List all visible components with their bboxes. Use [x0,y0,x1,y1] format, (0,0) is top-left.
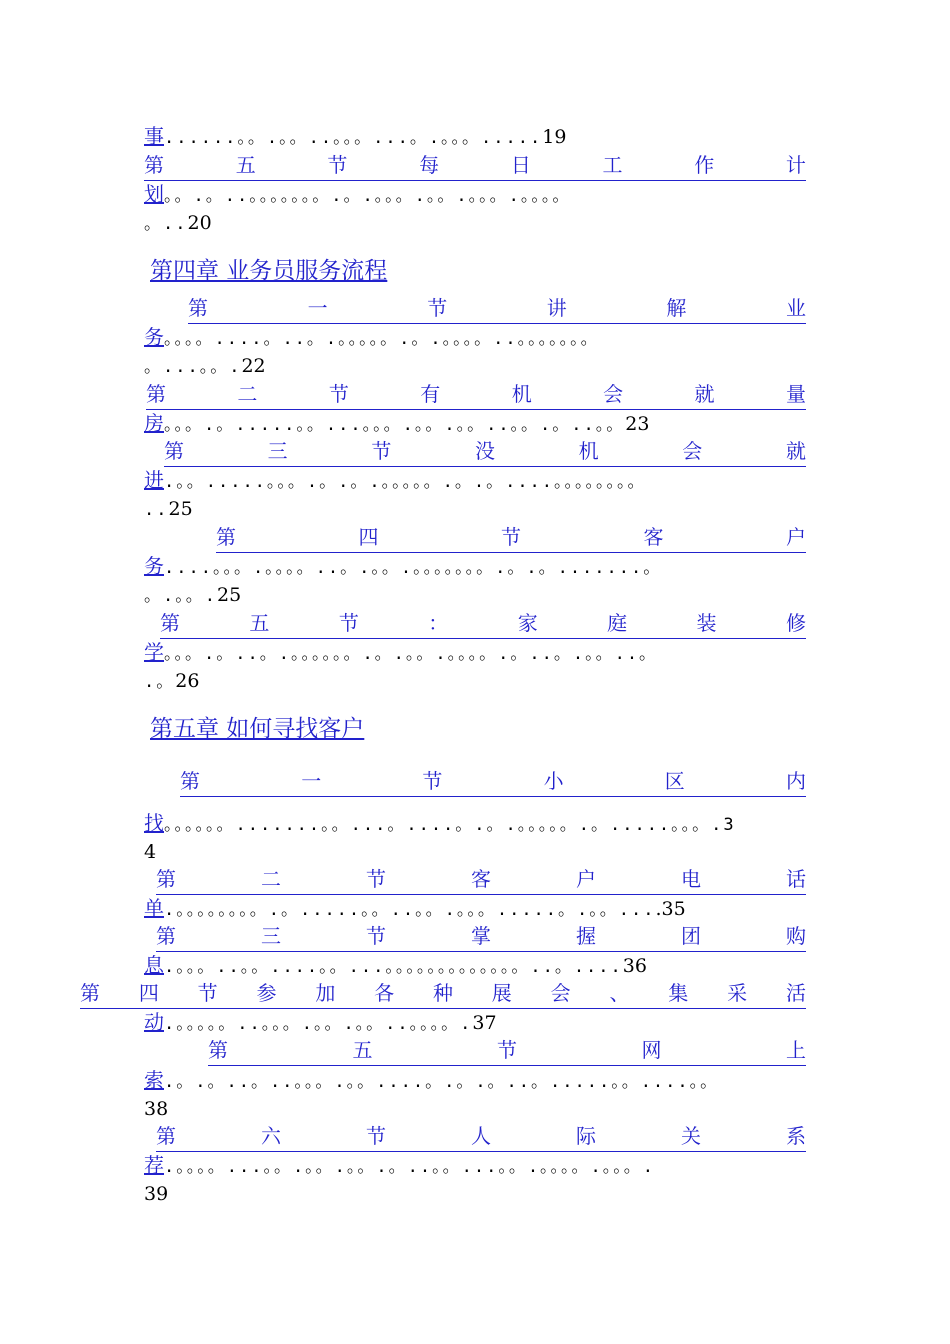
leader-dots: .。。。..。。....。。...。。。。。。。。。。。。。..。.... [164,957,623,977]
heading-char: 际 [576,1124,596,1148]
page-number: 36 [622,955,647,977]
heading-char: 节 [366,924,386,948]
page-number: 26 [175,670,200,692]
toc-heading[interactable] [160,610,806,639]
heading-char: 作 [694,153,715,177]
heading-char: 第 [80,981,100,1005]
heading-char: 参 [256,981,277,1005]
heading-char: 户 [786,525,806,549]
toc-heading-line[interactable] [144,381,806,409]
page-number: 20 [187,212,212,234]
heading-char: 电 [681,867,701,891]
leader-dots: .。 [144,672,176,692]
leader-dots: .。.。..。..。。。.。。....。.。.。..。.....。。....。。 [164,1072,720,1092]
heading-char: 第 [160,611,180,635]
heading-char: 第 [188,296,208,320]
heading-char: 展 [491,981,512,1005]
heading-char: 掌 [471,924,491,948]
heading-char: 上 [786,1038,806,1062]
leader-dots: .。。。。。。。。.。.....。。..。。.。。。.....。.。。... [164,900,656,920]
leader-dots: 。。。.。..。.。。。。。。.。.。。.。。。。.。..。.。。..。 [164,644,659,664]
heading-char: 第 [146,382,166,406]
toc-heading[interactable] [146,381,806,410]
heading-char: 第 [156,867,176,891]
heading-char: 客 [471,867,491,891]
heading-char: 第 [216,525,236,549]
heading-char: 二 [261,867,281,891]
heading-char: 五 [352,1038,373,1062]
toc-heading-line[interactable] [80,980,806,1008]
toc-entry-tail [144,1008,806,1036]
leader-dots: .. [144,500,169,520]
leader-dots: ......。。.。。..。。。...。.。。。..... [164,128,543,148]
heading-char: 种 [432,981,453,1005]
leader-dots: .。。。。...。。.。。.。。.。..。。...。。.。。。。.。。。. [164,1157,656,1177]
toc-link[interactable]: 务 [144,325,164,349]
toc-entry-continue [144,1094,806,1122]
heading-char: 小 [543,769,564,793]
toc-heading-line[interactable] [144,1037,806,1065]
toc-heading[interactable] [216,524,806,553]
chapter-heading[interactable]: 第五章 如何寻找客户 [150,716,365,742]
toc-link[interactable]: 荐 [144,1153,164,1177]
toc-entry-tail [144,180,806,208]
heading-char: 握 [576,924,596,948]
toc-entry-tail [144,894,806,922]
toc-heading[interactable] [144,152,806,181]
toc-entry-tail [144,122,806,150]
leader-dots: 。.. [144,214,188,234]
heading-char: 五 [235,153,256,177]
heading-char: 计 [785,153,806,177]
heading-char: 第 [180,769,200,793]
toc-entry-tail [144,323,806,351]
toc-entry-tail [144,1151,806,1179]
heading-char: 节 [338,611,359,635]
heading-char: 第 [208,1038,228,1062]
toc-entry-continue [144,666,806,694]
heading-char: 工 [602,153,623,177]
heading-char: 讲 [546,296,567,320]
toc-heading[interactable] [156,923,806,952]
heading-char: 节 [366,867,386,891]
heading-char: 一 [301,769,322,793]
toc-link[interactable]: 学 [144,640,164,664]
toc-heading-line[interactable] [144,923,806,951]
toc-heading[interactable] [80,980,806,1009]
toc-link[interactable]: 动 [144,1010,164,1034]
toc-entry-tail [144,466,806,494]
toc-entry-continue [144,837,806,865]
toc-heading-line[interactable] [144,152,806,180]
page-number: 38 [144,1098,169,1120]
heading-char: 量 [785,382,806,406]
toc-link[interactable]: 划 [144,182,164,206]
toc-heading-line[interactable] [144,1123,806,1151]
heading-char: 各 [374,981,395,1005]
heading-char: 、 [609,981,630,1005]
leader-dots: 。。.。..。。。。。。。.。.。。。.。。.。。。.。。。。 [164,186,572,206]
heading-char: 日 [510,153,531,177]
heading-char: 五 [249,611,270,635]
heading-char: 户 [576,867,596,891]
heading-char: 节 [366,1124,386,1148]
chapter-heading[interactable]: 第四章 业务员服务流程 [150,258,388,284]
heading-char: 有 [420,382,441,406]
toc-heading-line[interactable] [144,866,806,894]
page-number: 22 [241,355,266,377]
page-number: 19 [542,126,567,148]
leader-dots: 。。。。。。.......。。...。....。.。.。。。。。.。.....。。。.3 [164,815,736,835]
heading-char: 第 [164,439,184,463]
page-number: 39 [144,1183,169,1205]
toc-entry-continue [144,494,806,522]
heading-char: 话 [786,867,806,891]
toc-heading-line[interactable] [144,295,806,323]
heading-char: ： [428,611,449,635]
heading-char: 机 [578,439,599,463]
heading-char: 购 [786,924,806,948]
leader-dots: ....。。。.。。。。..。.。。.。。。。。。。.。.。.......。 [164,558,663,578]
heading-char: 二 [237,382,258,406]
heading-char: 第 [156,1124,176,1148]
toc-heading[interactable] [208,1037,806,1066]
heading-char: 三 [267,439,288,463]
heading-char: 没 [474,439,495,463]
toc-link[interactable]: 务 [144,554,164,578]
leader-dots: 。.。。. [144,586,217,606]
heading-char: 节 [501,525,521,549]
leader-dots: .。。.....。。。.。.。.。。。。。.。.。....。。。。。。。。 [164,472,647,492]
toc-entry-tail [144,552,806,580]
toc-heading[interactable] [180,768,806,797]
heading-char: 就 [694,382,715,406]
toc-link[interactable]: 息 [144,953,164,977]
page-number: 25 [216,584,242,606]
toc-entry-tail [144,1066,806,1094]
heading-char: 客 [643,525,664,549]
heading-char: 关 [681,1124,701,1148]
heading-char: 节 [371,439,392,463]
heading-char: 会 [603,382,624,406]
heading-char: 第 [144,153,164,177]
toc-heading-line[interactable] [144,438,806,466]
heading-char: 内 [785,769,806,793]
heading-char: 团 [681,924,701,948]
heading-char: 加 [315,981,336,1005]
page-number: 37 [472,1012,497,1034]
heading-char: 业 [785,296,806,320]
heading-char: 解 [666,296,687,320]
heading-char: 修 [785,611,806,635]
toc-link[interactable]: 找 [144,811,164,835]
toc-entry-tail [144,638,806,666]
toc-entry-tail [144,409,806,437]
toc-link[interactable]: 房 [144,411,164,435]
leader-dots: 。...。。. [144,357,242,377]
heading-char: 节 [427,296,448,320]
leader-dots: 。。。。....。..。.。。。。。.。.。。。。..。。。。。。。 [164,329,600,349]
toc-link[interactable]: 进 [144,468,164,492]
heading-char: 节 [422,769,443,793]
page-number: 4 [144,841,157,863]
heading-char: 系 [786,1124,806,1148]
heading-char: 区 [664,769,685,793]
toc-entry-continue [144,208,806,236]
heading-char: 会 [550,981,571,1005]
heading-char: 人 [471,1124,491,1148]
toc-entry-continue [144,1179,806,1207]
heading-char: 网 [641,1038,662,1062]
toc-entry-tail [144,809,806,837]
toc-heading[interactable] [188,295,806,324]
heading-char: 六 [261,1124,281,1148]
page-number: .35 [655,898,686,920]
heading-char: 家 [517,611,538,635]
toc-link[interactable]: 事 [144,124,164,148]
heading-char: 三 [261,924,281,948]
heading-char: 一 [307,296,328,320]
heading-char: 庭 [607,611,628,635]
leader-dots: 。。。.。.....。。...。。。.。。.。。..。。.。..。。 [164,415,626,435]
heading-char: 采 [727,981,748,1005]
toc-heading[interactable] [156,1123,806,1152]
toc-heading[interactable] [156,866,806,895]
toc-heading-line[interactable] [144,524,806,552]
heading-char: 节 [328,382,349,406]
toc-link[interactable]: 索 [144,1068,164,1092]
heading-char: 节 [497,1038,517,1062]
page-number: 23 [625,413,650,435]
heading-char: 机 [511,382,532,406]
toc-heading-line[interactable] [144,610,806,638]
heading-char: 节 [197,981,218,1005]
heading-char: 四 [138,981,159,1005]
heading-char: 就 [785,439,806,463]
heading-char: 每 [419,153,440,177]
toc-entry-tail [144,951,806,979]
toc-heading[interactable] [164,438,806,467]
toc-link[interactable]: 单 [144,896,164,920]
heading-char: 节 [327,153,348,177]
heading-char: 会 [682,439,703,463]
heading-char: 活 [785,981,806,1005]
heading-char: 装 [696,611,717,635]
heading-char: 第 [156,924,176,948]
leader-dots: .。。。。。..。。。.。。.。。..。。。。. [164,1014,473,1034]
heading-char: 四 [358,525,379,549]
heading-char: 集 [668,981,689,1005]
toc-heading-line[interactable] [144,768,806,796]
toc-entry-continue [144,351,806,379]
toc-entry-continue [144,580,806,608]
page-number: 25 [168,498,193,520]
